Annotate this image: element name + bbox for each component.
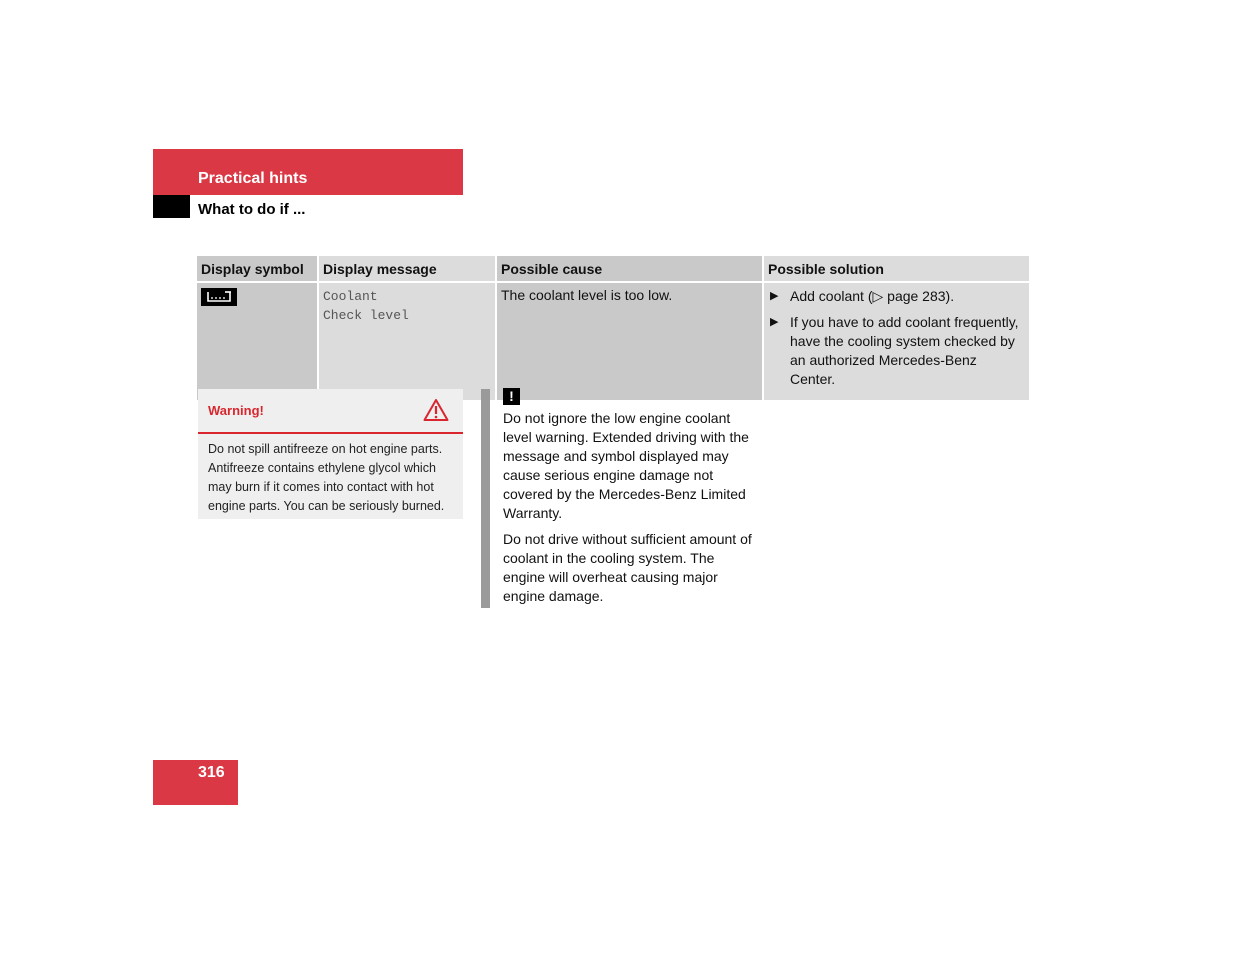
note-body bbox=[503, 409, 753, 613]
page-number-box bbox=[153, 760, 238, 805]
warning-title: Warning! bbox=[208, 403, 264, 418]
note-paragraph: Do not ignore the low engine coolant level warning. Extended driving with the message and symbol displayed may cause serious engine damage not covered by the Mercedes-Benz Limited Warranty. bbox=[503, 410, 749, 521]
section-title: Practical hints bbox=[198, 170, 308, 187]
list-item bbox=[768, 313, 1025, 389]
table-row bbox=[197, 283, 1029, 400]
possible-cause-text: The coolant level is too low. bbox=[501, 287, 673, 303]
solution-text: If you have to add coolant frequently, have the cooling system checked by an authorized Mercedes-Benz Center. bbox=[790, 314, 1019, 387]
table-header-row bbox=[197, 256, 1029, 283]
note-paragraph: Do not drive without sufficient amount of coolant in the cooling system. The engine will overheat causing major engine damage. bbox=[503, 531, 752, 604]
subsection-title: What to do if ... bbox=[198, 201, 306, 218]
bullet-arrow-icon: ▶ bbox=[770, 316, 779, 328]
note-side-bar bbox=[481, 389, 490, 608]
warning-box bbox=[198, 389, 463, 519]
solution-list bbox=[768, 287, 1025, 389]
possible-solution-cell bbox=[762, 283, 1029, 400]
display-symbol-cell bbox=[197, 283, 317, 400]
warning-header bbox=[198, 389, 463, 434]
coolant-level-icon bbox=[201, 288, 237, 306]
display-message-line-2: Check level bbox=[323, 308, 409, 323]
display-message-line-1: Coolant bbox=[323, 289, 378, 304]
display-message-cell bbox=[317, 283, 495, 400]
warning-triangle-icon bbox=[423, 398, 449, 427]
section-tab-marker bbox=[153, 195, 190, 218]
exclamation-icon: ! bbox=[503, 388, 520, 405]
bullet-arrow-icon: ▶ bbox=[770, 290, 779, 302]
warning-text: Do not spill antifreeze on hot engine parts. Antifreeze contains ethylene glycol which may burn if it comes into contact with hot engine parts. You can be seriously burned. bbox=[208, 442, 445, 513]
possible-cause-cell bbox=[495, 283, 762, 400]
solution-text: Add coolant (▷ page 283). bbox=[790, 288, 955, 304]
page-number: 316 bbox=[198, 764, 225, 781]
column-header-display-symbol: Display symbol bbox=[197, 256, 317, 283]
column-header-possible-cause: Possible cause bbox=[495, 256, 762, 283]
list-item bbox=[768, 287, 1025, 306]
column-header-display-message: Display message bbox=[317, 256, 495, 283]
display-message-table bbox=[197, 256, 1029, 400]
column-header-possible-solution: Possible solution bbox=[762, 256, 1029, 283]
